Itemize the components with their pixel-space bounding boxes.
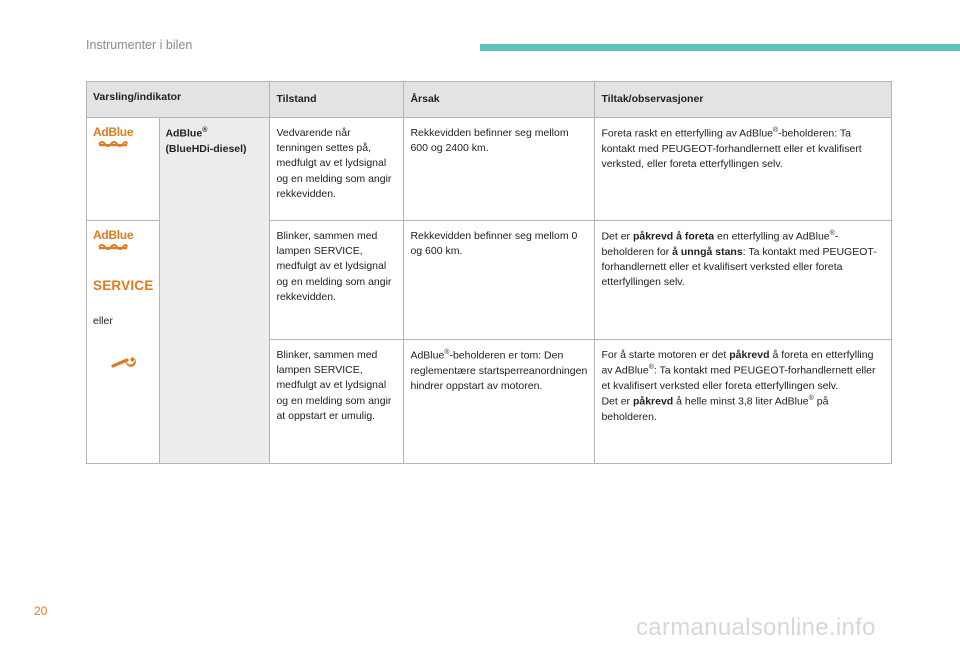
wrench-icon [110,355,136,369]
indicator-subtitle: (BlueHDi-diesel) [165,142,247,155]
action-cell: Foreta raskt en etterfylling av AdBlue®-beholderen: Ta kontakt med PEUGEOT-forhandlernett eller et kvalifisert verksted, eller foreta etterfyllingen selv. [595,118,892,221]
cause-cell: AdBlue®-beholderen er tom: Den reglementære startsperreanordningen hindrer oppstart av motoren. [404,340,595,464]
action-cell: Det er påkrevd å foreta en etterfylling av AdBlue®-beholderen for å unngå stans: Ta kontakt med PEUGEOT-forhandlernett eller et kvalifisert verksted eller foreta etterfyllingen selv. [595,221,892,340]
section-accent-bar [480,44,960,51]
column-header-state: Tilstand [270,82,404,118]
action-cell: For å starte motoren er det påkrevd å foreta en etterfylling av AdBlue®: Ta kontakt med PEUGEOT-forhandlernett eller et kvalifisert verksted eller foreta etterfyllingen selv. Det er påkrevd å helle minst 3,8 liter AdBlue® på beholderen. [595,340,892,464]
cause-cell: Rekkevidden befinner seg mellom 0 og 600 km. [404,221,595,340]
indicator-icon-cell [87,118,160,221]
cause-cell: Rekkevidden befinner seg mellom 600 og 2400 km. [404,118,595,221]
wave-icon [98,243,128,250]
table-row [87,118,892,221]
section-title: Instrumenter i bilen [86,38,193,52]
or-label: eller [93,314,113,327]
page-number: 20 [34,604,48,618]
indicator-name-cell: AdBlue® (BlueHDi-diesel) [160,118,270,464]
warning-indicator-table [86,81,892,464]
state-cell: Vedvarende når tenningen settes på, medfulgt av et lydsignal og en melding som angir rekkevidden. [270,118,404,221]
indicator-icon-cell [87,221,160,464]
state-cell: Blinker, sammen med lampen SERVICE, medfulgt av et lydsignal og en melding som angir at oppstart er umulig. [270,340,404,464]
wave-icon [98,140,128,147]
column-header-indicator: Varsling/indikator [87,82,270,118]
state-cell: Blinker, sammen med lampen SERVICE, medfulgt av et lydsignal og en melding som angir rekkevidden. [270,221,404,340]
table-header-row [87,82,892,118]
adblue-icon: AdBlue [93,229,133,250]
indicator-name: AdBlue [165,127,203,140]
column-header-cause: Årsak [404,82,595,118]
column-header-action: Tiltak/observasjoner [595,82,892,118]
adblue-icon: AdBlue [93,126,133,147]
service-icon: SERVICE [93,278,154,293]
watermark[interactable]: carmanualsonline.info [636,614,876,641]
